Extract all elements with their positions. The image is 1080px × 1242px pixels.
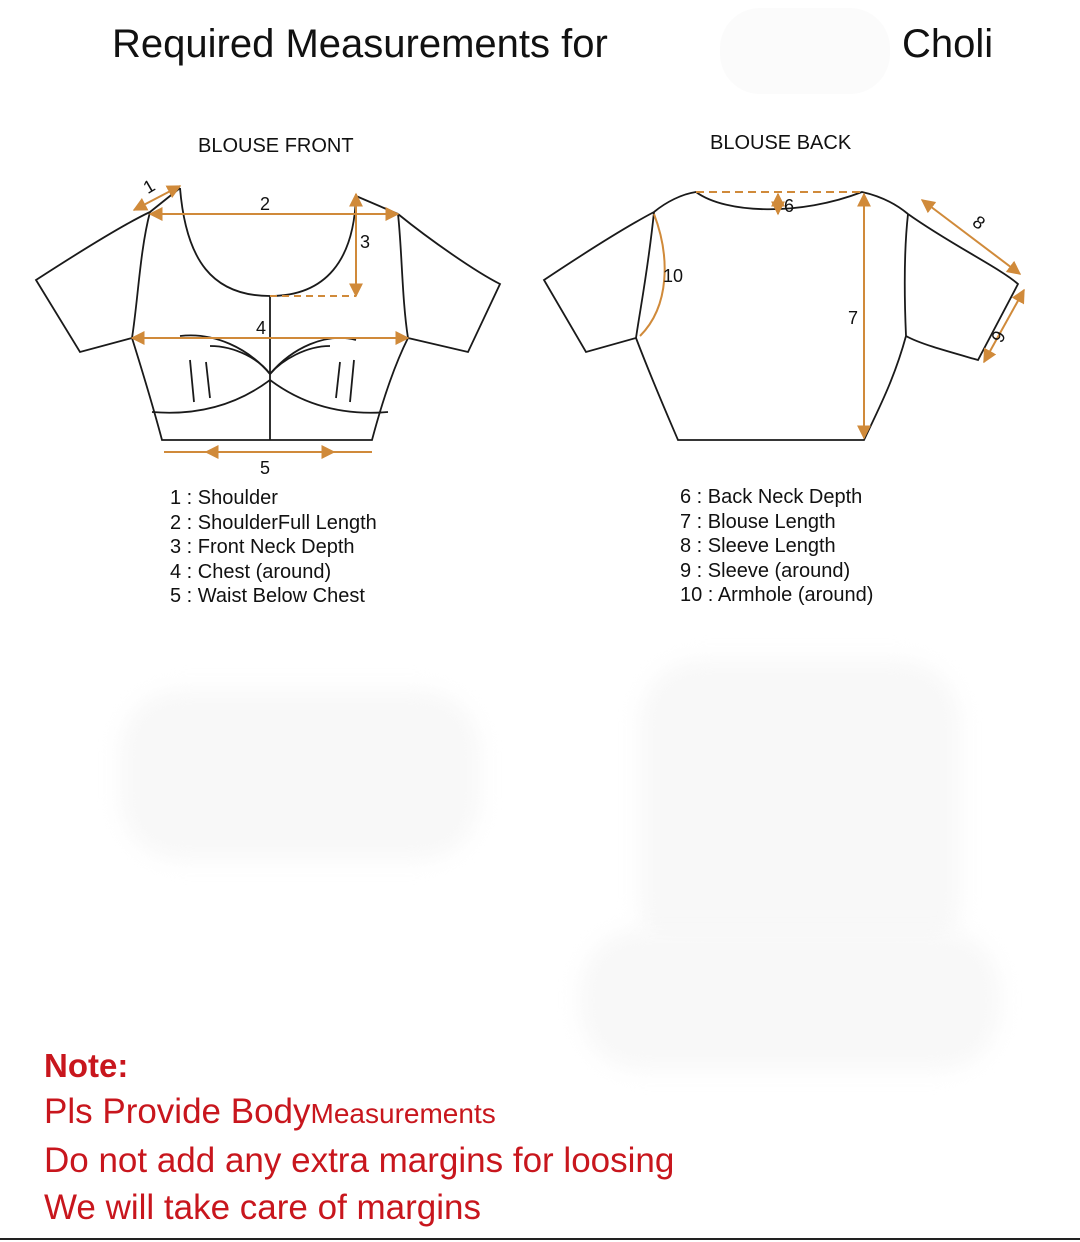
- marker-3: 3: [360, 232, 371, 252]
- front-heading: BLOUSE FRONT: [198, 135, 354, 157]
- background-smudge: [120, 690, 480, 860]
- note-block: [44, 1044, 674, 1231]
- marker-8: 8: [968, 211, 989, 234]
- legend-item: 1 : Shoulder: [170, 487, 278, 509]
- measure-line-8: [922, 200, 1020, 274]
- note-line-3: We will take care of margins: [44, 1188, 482, 1227]
- note-line-1-a: Pls Provide Body: [44, 1092, 311, 1131]
- marker-2: 2: [260, 194, 271, 214]
- background-smudge: [640, 660, 960, 960]
- marker-10: 10: [663, 266, 684, 286]
- measure-line-9: [984, 290, 1024, 362]
- marker-5: 5: [260, 458, 271, 478]
- note-line-2: Do not add any extra margins for loosing: [44, 1141, 675, 1180]
- marker-1: 1: [139, 175, 159, 198]
- blouse-back-labels: [663, 196, 1010, 346]
- page-title-tail: Choli: [902, 22, 994, 66]
- marker-7: 7: [848, 308, 859, 328]
- bottom-rule: [0, 1238, 1080, 1240]
- legend-item: 10 : Armhole (around): [680, 584, 874, 606]
- blouse-front-outline: [36, 188, 500, 440]
- marker-6: 6: [784, 196, 795, 216]
- back-heading: BLOUSE BACK: [710, 132, 852, 154]
- legend-item: 6 : Back Neck Depth: [680, 486, 863, 508]
- legend-item: 3 : Front Neck Depth: [170, 536, 355, 558]
- legend-item: 7 : Blouse Length: [680, 510, 836, 533]
- note-line-1-b: Measurements: [310, 1098, 496, 1129]
- marker-9: 9: [987, 327, 1010, 346]
- legend-item: 9 : Sleeve (around): [680, 559, 851, 582]
- legend-item: 8 : Sleeve Length: [680, 535, 836, 557]
- blouse-back-measures: [640, 192, 1024, 438]
- legend-front: [170, 486, 377, 609]
- page-title: Required Measurements for: [112, 22, 608, 66]
- legend-item: 2 : ShoulderFull Length: [170, 511, 377, 534]
- blouse-front-labels: [140, 175, 370, 478]
- marker-4: 4: [256, 318, 267, 338]
- note-line-1: [44, 1088, 674, 1137]
- blouse-back-outline: [544, 192, 1018, 440]
- note-heading: Note:: [44, 1047, 129, 1084]
- legend-back: [680, 485, 873, 608]
- legend-item: 4 : Chest (around): [170, 560, 332, 583]
- legend-item: 5 : Waist Below Chest: [170, 585, 365, 607]
